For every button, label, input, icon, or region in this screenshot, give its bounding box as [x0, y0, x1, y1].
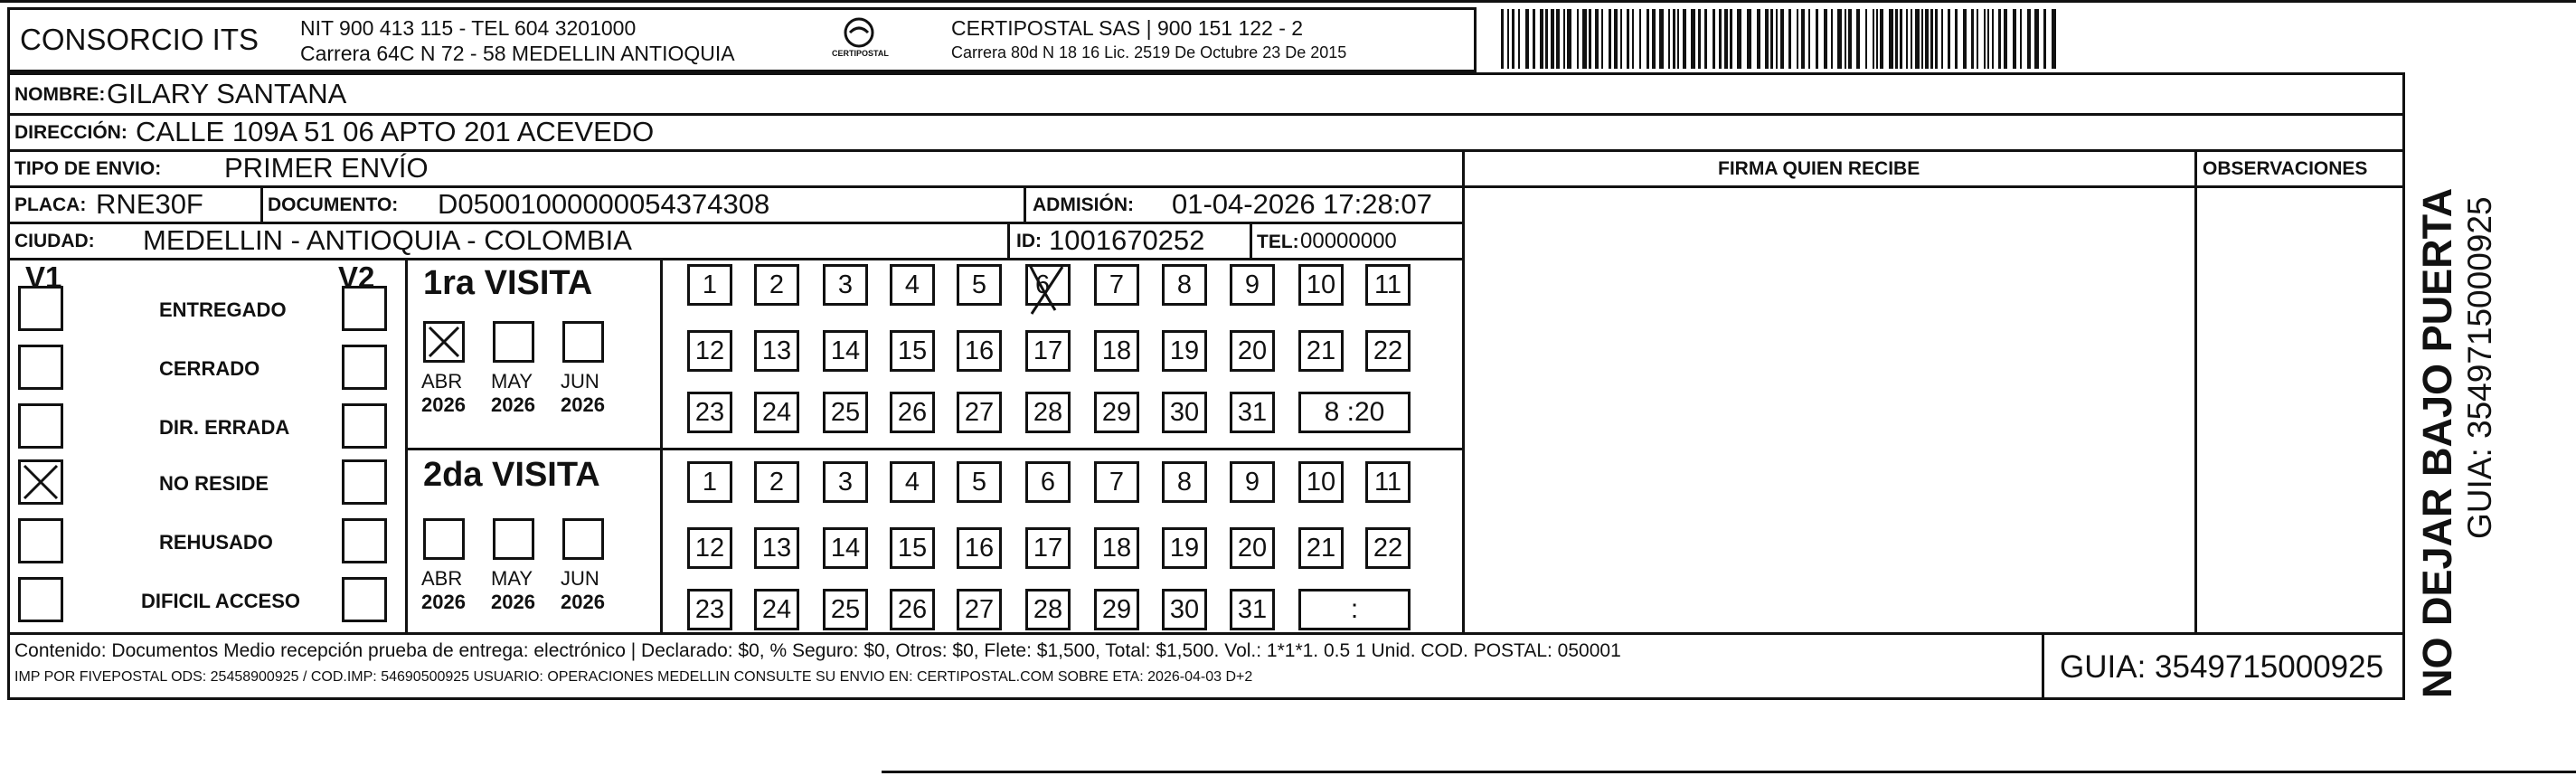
second-visit-day-box[interactable]: 24 — [754, 589, 799, 630]
placa-divider — [260, 185, 263, 222]
barcode-bar — [1776, 9, 1778, 69]
barcode-bar — [2034, 9, 2039, 69]
second-visit-day-box[interactable]: 20 — [1230, 527, 1275, 569]
tel-divider — [1250, 222, 1252, 258]
status-label: CERRADO — [159, 357, 260, 380]
documento-value: D05001000000054374308 — [438, 188, 770, 220]
first-visit-day-box[interactable]: 8 — [1162, 264, 1207, 306]
first-visit-year-label: 2026 — [561, 393, 605, 416]
barcode-bar — [2020, 9, 2022, 69]
barcode-bar — [1801, 9, 1805, 69]
second-visit-day-box[interactable]: 18 — [1094, 527, 1139, 569]
carrier-address: Carrera 80d N 18 16 Lic. 2519 De Octubre 23 De 2015 — [951, 43, 1347, 62]
first-visit-day-box[interactable]: 14 — [823, 330, 868, 372]
second-visit-day-box[interactable]: 12 — [687, 527, 732, 569]
month-divider — [660, 258, 663, 632]
barcode-bar — [1876, 9, 1878, 69]
barcode-bar — [1998, 9, 2001, 69]
first-visit-month-checkbox[interactable] — [423, 321, 465, 363]
second-visit-day-box[interactable]: 21 — [1298, 527, 1344, 569]
v1-checkbox[interactable] — [18, 286, 63, 331]
first-visit-day-box[interactable]: 30 — [1162, 392, 1207, 433]
second-visit-day-box[interactable]: 7 — [1094, 461, 1139, 503]
barcode-bar — [1563, 9, 1565, 69]
barcode-bar — [1757, 9, 1760, 69]
barcode-bar — [1780, 9, 1784, 69]
second-visit-day-box[interactable]: 19 — [1162, 527, 1207, 569]
second-visit-day-box[interactable]: 15 — [890, 527, 935, 569]
barcode-bar — [1737, 9, 1741, 69]
barcode-bar — [1713, 9, 1715, 69]
second-visit-day-box[interactable]: 17 — [1025, 527, 1071, 569]
barcode-bar — [1788, 9, 1791, 69]
carrier-line: CERTIPOSTAL SAS | 900 151 122 - 2 — [951, 16, 1304, 40]
second-visit-day-box[interactable]: 6 — [1025, 461, 1071, 503]
second-visit-day-box[interactable]: 2 — [754, 461, 799, 503]
first-visit-day-box[interactable]: 11 — [1365, 264, 1411, 306]
status-label: DIR. ERRADA — [159, 416, 290, 439]
barcode-bar — [1659, 9, 1664, 69]
second-visit-day-box[interactable]: 22 — [1365, 527, 1411, 569]
second-visit-day-box[interactable]: 9 — [1230, 461, 1275, 503]
firma-label: FIRMA QUIEN RECIBE — [1718, 158, 1920, 179]
barcode-bar — [1595, 9, 1599, 69]
barcode-bar — [1639, 9, 1641, 69]
second-visit-month-checkbox[interactable] — [423, 518, 465, 560]
barcode-bar — [1704, 9, 1707, 69]
first-visit-day-box[interactable]: 19 — [1162, 330, 1207, 372]
barcode-bar — [1848, 9, 1852, 69]
first-visit-month-label: ABR — [421, 370, 463, 393]
second-visit-day-box[interactable]: 3 — [823, 461, 868, 503]
barcode-bar — [1512, 9, 1514, 69]
first-visit-day-box[interactable]: 21 — [1298, 330, 1344, 372]
v1-checkbox[interactable] — [18, 345, 63, 390]
v2-checkbox[interactable] — [342, 403, 387, 449]
first-visit-month-checkbox[interactable] — [562, 321, 604, 363]
first-visit-day-box[interactable]: 7 — [1094, 264, 1139, 306]
address-line: Carrera 64C N 72 - 58 MEDELLIN ANTIOQUIA — [300, 42, 735, 65]
second-visit-month-label: ABR — [421, 567, 463, 590]
ciudad-value: MEDELLIN - ANTIOQUIA - COLOMBIA — [143, 224, 632, 256]
barcode-bar — [2004, 9, 2007, 69]
nit-line: NIT 900 413 115 - TEL 604 3201000 — [300, 16, 637, 40]
second-visit-day-box[interactable]: 8 — [1162, 461, 1207, 503]
second-visit-day-box[interactable]: 16 — [957, 527, 1002, 569]
second-visit-month-checkbox[interactable] — [493, 518, 534, 560]
guia-box-text: GUIA: 3549715000925 — [2060, 649, 2384, 685]
barcode-bar — [1567, 9, 1571, 69]
admision-value: 01-04-2026 17:28:07 — [1172, 188, 1432, 220]
barcode-bar — [1698, 9, 1701, 69]
barcode-bar — [1837, 9, 1842, 69]
barcode-bar — [1906, 9, 1908, 69]
first-visit-day-box[interactable]: 6 — [1025, 264, 1071, 306]
admision-label: ADMISIÓN: — [1033, 194, 1134, 215]
first-visit-day-box[interactable]: 24 — [754, 392, 799, 433]
second-visit-day-box[interactable]: 5 — [957, 461, 1002, 503]
barcode-bar — [1747, 9, 1751, 69]
certipostal-logo — [832, 14, 889, 65]
first-visit-day-box[interactable]: 18 — [1094, 330, 1139, 372]
ciudad-label: CIUDAD: — [14, 231, 95, 251]
v2-checkbox[interactable] — [342, 459, 387, 505]
first-visit-day-box[interactable]: 25 — [823, 392, 868, 433]
v1-checkbox[interactable] — [18, 403, 63, 449]
barcode-bar — [1577, 9, 1579, 69]
second-visit-day-box[interactable]: 28 — [1025, 589, 1071, 630]
second-visit-day-box[interactable]: 26 — [890, 589, 935, 630]
observaciones-label: OBSERVACIONES — [2203, 158, 2368, 179]
first-visit-day-box[interactable]: 17 — [1025, 330, 1071, 372]
first-visit-day-box[interactable]: 26 — [890, 392, 935, 433]
barcode — [1501, 9, 2062, 69]
second-visit-day-box[interactable]: 14 — [823, 527, 868, 569]
status-divider — [405, 258, 408, 632]
footer-line-1: Contenido: Documentos Medio recepción prueba de entrega: electrónico | Declarado: $0, % Seguro: $0, Otros: $0, Flete: $1,500, Total: $1,500. Vol.: 1*1*1. 0.5 1 Unid. COD. POSTAL: 050001 — [14, 640, 1621, 661]
barcode-bar — [1865, 9, 1867, 69]
barcode-bar — [1930, 9, 1933, 69]
barcode-bar — [1900, 9, 1902, 69]
second-visit-day-box[interactable]: 29 — [1094, 589, 1139, 630]
barcode-bar — [1673, 9, 1675, 69]
first-visit-day-box[interactable]: 28 — [1025, 392, 1071, 433]
first-visit-month-label: JUN — [561, 370, 599, 393]
second-visit-time-box[interactable]: : — [1298, 589, 1411, 630]
second-visit-day-box[interactable]: 31 — [1230, 589, 1275, 630]
first-visit-day-box[interactable]: 29 — [1094, 392, 1139, 433]
first-visit-day-box[interactable]: 15 — [890, 330, 935, 372]
barcode-bar — [2013, 9, 2016, 69]
barcode-bar — [1889, 9, 1893, 69]
first-visit-day-box[interactable]: 23 — [687, 392, 732, 433]
barcode-bar — [1992, 9, 1994, 69]
barcode-bar — [1808, 9, 1810, 69]
first-visit-day-box[interactable]: 2 — [754, 264, 799, 306]
barcode-bar — [1545, 9, 1548, 69]
v2-checkbox[interactable] — [342, 577, 387, 622]
barcode-bar — [1614, 9, 1618, 69]
second-visit-year-label: 2026 — [421, 591, 466, 613]
barcode-bar — [1925, 9, 1929, 69]
second-visit-day-box[interactable]: 30 — [1162, 589, 1207, 630]
id-value: 1001670252 — [1049, 224, 1205, 256]
barcode-bar — [1533, 9, 1535, 69]
first-visit-day-box[interactable]: 5 — [957, 264, 1002, 306]
barcode-bar — [1668, 9, 1670, 69]
barcode-bar — [1677, 9, 1679, 69]
status-label: REHUSADO — [159, 531, 273, 554]
barcode-bar — [1797, 9, 1798, 69]
row-line-5 — [7, 258, 1465, 260]
barcode-bar — [1984, 9, 1986, 69]
id-divider — [1007, 222, 1010, 258]
v1-checkbox[interactable] — [18, 459, 63, 505]
status-label: ENTREGADO — [159, 298, 287, 321]
second-visit-day-box[interactable]: 13 — [754, 527, 799, 569]
barcode-bar — [1582, 9, 1587, 69]
barcode-bar — [1601, 9, 1603, 69]
tel-label: TEL: — [1257, 232, 1299, 252]
top-edge — [0, 0, 2576, 3]
first-visit-label: 1ra VISITA — [423, 264, 593, 302]
barcode-bar — [1880, 9, 1883, 69]
status-label: DIFICIL ACCESO — [141, 590, 301, 612]
first-visit-day-box[interactable]: 9 — [1230, 264, 1275, 306]
bottom-edge — [882, 771, 2576, 773]
logo-text: CERTIPOSTAL — [832, 49, 889, 58]
barcode-bar — [1683, 9, 1686, 69]
barcode-bar — [1632, 9, 1634, 69]
barcode-bar — [1501, 9, 1504, 69]
documento-label: DOCUMENTO: — [268, 194, 399, 215]
barcode-bar — [2027, 9, 2031, 69]
barcode-bar — [1873, 9, 1874, 69]
placa-label: PLACA: — [14, 194, 87, 215]
barcode-bar — [1730, 9, 1732, 69]
barcode-bar — [1911, 9, 1912, 69]
barcode-bar — [1719, 9, 1722, 69]
guia-divider — [2042, 632, 2044, 700]
first-visit-day-box[interactable]: 16 — [957, 330, 1002, 372]
barcode-bar — [1971, 9, 1974, 69]
first-visit-day-box[interactable]: 10 — [1298, 264, 1344, 306]
first-visit-day-box[interactable]: 12 — [687, 330, 732, 372]
first-visit-day-box[interactable]: 13 — [754, 330, 799, 372]
barcode-bar — [1609, 9, 1611, 69]
barcode-bar — [1770, 9, 1773, 69]
first-visit-month-label: MAY — [491, 370, 533, 393]
firma-header-line — [1465, 185, 2405, 188]
barcode-bar — [1540, 9, 1543, 69]
footer-line-2: IMP POR FIVEPOSTAL ODS: 25458900925 / COD.IMP: 54690500925 USUARIO: OPERACIONES MEDELLIN CONSULTE SU ENVIO EN: CERTIPOSTAL.COM SOBRE ETA: 2026-04-03 D+2 — [14, 669, 1253, 685]
barcode-bar — [1948, 9, 1950, 69]
side-warning: NO DEJAR BAJO PUERTA — [2414, 187, 2460, 698]
v2-label: V2 — [338, 260, 375, 294]
barcode-bar — [2052, 9, 2056, 69]
direccion-label: DIRECCIÓN: — [14, 122, 127, 143]
first-visit-time-box[interactable]: 8 :20 — [1298, 392, 1411, 433]
second-visit-day-box[interactable]: 11 — [1365, 461, 1411, 503]
tipo-envio-label: TIPO DE ENVIO: — [14, 158, 162, 179]
barcode-bar — [1941, 9, 1943, 69]
second-visit-month-label: JUN — [561, 567, 599, 590]
second-visit-month-label: MAY — [491, 567, 533, 590]
barcode-bar — [1831, 9, 1833, 69]
barcode-bar — [1507, 9, 1509, 69]
barcode-bar — [1845, 9, 1846, 69]
second-visit-day-box[interactable]: 10 — [1298, 461, 1344, 503]
first-visit-day-box[interactable]: 3 — [823, 264, 868, 306]
barcode-bar — [1765, 9, 1769, 69]
first-visit-day-box[interactable]: 4 — [890, 264, 935, 306]
second-visit-year-label: 2026 — [491, 591, 535, 613]
second-visit-month-checkbox[interactable] — [562, 518, 604, 560]
barcode-bar — [1589, 9, 1591, 69]
first-visit-day-box[interactable]: 22 — [1365, 330, 1411, 372]
first-visit-day-box[interactable]: 31 — [1230, 392, 1275, 433]
v2-checkbox[interactable] — [342, 518, 387, 563]
first-visit-year-label: 2026 — [421, 393, 466, 416]
barcode-bar — [1987, 9, 1989, 69]
v1-label: V1 — [25, 260, 62, 294]
side-guia: GUIA: 3549715000925 — [2461, 196, 2498, 539]
first-visit-month-checkbox[interactable] — [493, 321, 534, 363]
direccion-value: CALLE 109A 51 06 APTO 201 ACEVEDO — [136, 116, 655, 147]
barcode-bar — [1525, 9, 1529, 69]
v2-checkbox[interactable] — [342, 286, 387, 331]
v2-checkbox[interactable] — [342, 345, 387, 390]
id-label: ID: — [1016, 231, 1042, 251]
barcode-bar — [1551, 9, 1554, 69]
barcode-bar — [1691, 9, 1695, 69]
visit-divider — [405, 448, 1465, 450]
barcode-bar — [1556, 9, 1560, 69]
barcode-bar — [1955, 9, 1958, 69]
nombre-value: GILARY SANTANA — [107, 78, 347, 109]
v1-checkbox[interactable] — [18, 518, 63, 563]
barcode-bar — [2043, 9, 2046, 69]
barcode-bar — [1627, 9, 1629, 69]
placa-value: RNE30F — [96, 188, 203, 220]
first-visit-day-box[interactable]: 1 — [687, 264, 732, 306]
nombre-label: NOMBRE: — [14, 84, 106, 105]
second-visit-day-box[interactable]: 1 — [687, 461, 732, 503]
barcode-bar — [1816, 9, 1818, 69]
footer-line — [7, 632, 2405, 635]
barcode-bar — [1895, 9, 1898, 69]
barcode-bar — [1620, 9, 1622, 69]
company-name: CONSORCIO ITS — [20, 23, 259, 56]
tipo-envio-value: PRIMER ENVÍO — [224, 152, 429, 184]
barcode-bar — [1652, 9, 1656, 69]
barcode-bar — [1518, 9, 1520, 69]
barcode-bar — [1915, 9, 1920, 69]
barcode-bar — [1935, 9, 1938, 69]
barcode-bar — [1977, 9, 1978, 69]
second-visit-year-label: 2026 — [561, 591, 605, 613]
second-visit-label: 2da VISITA — [423, 456, 600, 494]
status-label: NO RESIDE — [159, 472, 269, 495]
second-visit-day-box[interactable]: 4 — [890, 461, 935, 503]
firma-left-line — [1462, 149, 1465, 632]
second-visit-day-box[interactable]: 27 — [957, 589, 1002, 630]
obs-left-line — [2194, 149, 2197, 632]
admision-divider — [1024, 185, 1026, 222]
tel-value: 00000000 — [1300, 229, 1397, 253]
barcode-bar — [1921, 9, 1923, 69]
barcode-bar — [1824, 9, 1827, 69]
first-visit-day-box[interactable]: 20 — [1230, 330, 1275, 372]
v1-checkbox[interactable] — [18, 577, 63, 622]
barcode-bar — [1856, 9, 1860, 69]
barcode-bar — [1963, 9, 1967, 69]
barcode-bar — [1724, 9, 1728, 69]
second-visit-day-box[interactable]: 25 — [823, 589, 868, 630]
second-visit-day-box[interactable]: 23 — [687, 589, 732, 630]
first-visit-day-box[interactable]: 27 — [957, 392, 1002, 433]
first-visit-year-label: 2026 — [491, 393, 535, 416]
barcode-bar — [1647, 9, 1649, 69]
